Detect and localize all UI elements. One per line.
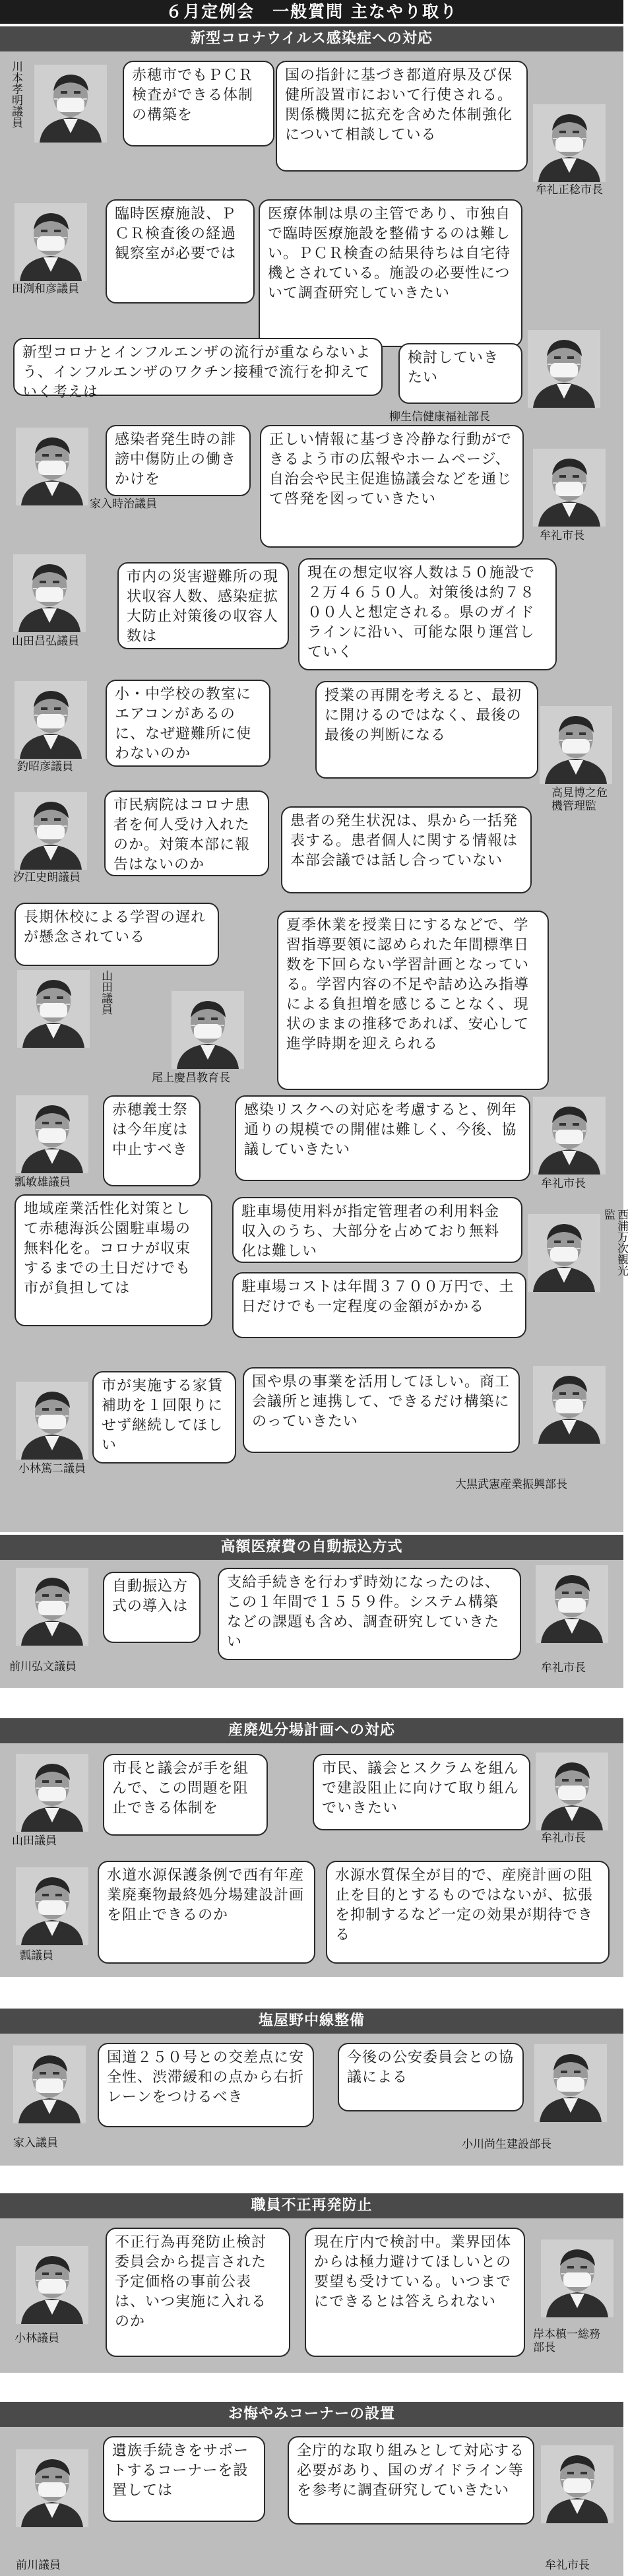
answerer-name: 大黒武憲産業振興部長 — [455, 1478, 567, 1491]
answer-bubble: 国や県の事業を活用してほしい。商工会議所と連携して、できるだけ構築にのっていきたい — [243, 1367, 520, 1453]
questioner-name: 家入議員 — [13, 2137, 58, 2150]
section-waste-disposal — [0, 1718, 623, 1977]
answer-bubble: 感染リスクへの対応を考慮すると、例年通りの規模での開催は難しく、今後、協議していきたい — [235, 1095, 530, 1181]
section-heading: 高額医療費の自動振込方式 — [0, 1535, 623, 1560]
page-title: ６月定例会 一般質問 主なやり取り — [0, 0, 623, 24]
questioner-photo-icon — [16, 2246, 88, 2324]
questioner-name: 山田議員 — [12, 1834, 57, 1848]
section-heading: 産廃処分場計画への対応 — [0, 1718, 623, 1743]
question-bubble: 国道２５０号との交差点に安全性、渋滞緩和の点から右折レーンをつけるべき — [98, 2043, 314, 2127]
answer-bubble: 夏季休業を授業日にするなどで、学習指導要領に認められた年間標準日数を下回らない学習計画となっている。学習内容の不足や詰め込み指導による負担増を感じることなく、現状のままの推移であれば、安心して進学時期を迎えられる — [277, 911, 549, 1090]
answerer-photo-icon — [536, 1753, 608, 1830]
answerer-name: 牟礼市長 — [541, 1661, 586, 1675]
answer-bubble: 正しい情報に基づき冷静な行動ができるよう市の広報やホームページ、自治会や民主促進協議会などを通じて啓発を図っていきたい — [260, 425, 524, 548]
question-bubble: 水道水源保護条例で西有年産業廃棄物最終処分場建設計画を阻止できるのか — [98, 1861, 315, 1964]
questioner-name: 汐江史朗議員 — [13, 871, 80, 884]
question-bubble: 地域産業活性化対策として赤穂海浜公園駐車場の無料化を。コロナが収束するまでの土日だけでも市が負担しては — [15, 1194, 212, 1326]
answerer-photo-icon — [540, 706, 612, 784]
answer-bubble: 検討していきたい — [398, 343, 522, 404]
questioner-name: 瓢議員 — [20, 1949, 53, 1962]
answerer-name: 牟礼市長 — [545, 2559, 590, 2572]
answer-bubble: 市民、議会とスクラムを組んで建設阻止に向けて取り組んでいきたい — [313, 1754, 530, 1830]
answerer-name: 牟礼正稔市長 — [536, 183, 603, 197]
question-bubble: 市民病院はコロナ患者を何人受け入れたのか。対策本部に報告はないのか — [104, 790, 269, 876]
answer-bubble: 患者の発生状況は、県から一括発表する。患者個人に関する情報は本部会議では話し合っていない — [281, 806, 532, 893]
questioner-name: 山田昌弘議員 — [12, 635, 79, 648]
questioner-photo-icon — [16, 1754, 88, 1832]
question-bubble: 感染者発生時の誹謗中傷防止の働きかけを — [106, 425, 251, 496]
answer-bubble: 水源水質保全が目的で、産廃計画の阻止を目的とするものではないが、拡張を抑制するなど一定の効果が期待できる — [326, 1861, 610, 1964]
questioner-name: 田渕和彦議員 — [12, 282, 79, 296]
section-medical-fees — [0, 1535, 623, 1688]
questioner-photo-icon — [34, 65, 107, 143]
questioner-name: 小林議員 — [15, 2332, 59, 2345]
question-bubble: 市内の災害避難所の現状収容人数、感染症拡大防止対策後の収容人数は — [117, 562, 289, 649]
questioner-photo-icon — [13, 554, 86, 632]
section-heading: 塩屋野中線整備 — [0, 2009, 623, 2034]
questioner-name: 山田議員 — [99, 970, 112, 1015]
answer-bubble: 駐車場コストは年間３７００万円で、土日だけでも一定程度の金額がかかる — [232, 1272, 526, 1338]
answerer-photo-icon — [533, 1366, 606, 1444]
question-bubble: 不正行為再発防止検討委員会から提言された予定価格の事前公表は、いつ実施に入れるのか — [106, 2228, 290, 2357]
answerer-photo-icon — [533, 449, 606, 527]
questioner-name: 前川議員 — [16, 2559, 61, 2572]
question-bubble: 小・中学校の教室にエアコンがあるのに、なぜ避難所に使わないのか — [106, 680, 270, 767]
answerer-photo-icon — [533, 1097, 606, 1175]
answer-bubble: 今後の公安委員会との協議による — [338, 2043, 524, 2111]
answerer-photo-icon — [528, 330, 600, 408]
questioner-photo-icon — [13, 2045, 86, 2123]
question-bubble: 赤穂市でもＰＣＲ検査ができる体制の構築を — [123, 61, 274, 146]
answerer-photo-icon — [541, 2239, 613, 2317]
answer-bubble: 支給手続きを行わず時効になったのは、この１年間で１５５９件。システム構築などの課題も含め、調査研究していきたい — [218, 1568, 521, 1660]
section-heading: 職員不正再発防止 — [0, 2193, 623, 2218]
questioner-photo-icon — [16, 1867, 88, 1945]
question-bubble: 市が実施する家賃補助を１回限りにせず継続してほしい — [92, 1371, 236, 1464]
questioner-photo-icon — [17, 970, 90, 1048]
answer-bubble: 国の指針に基づき都道府県及び保健所設置市において行使される。関係機関に拡充を含めた体制強化について相談している — [276, 61, 528, 172]
answerer-photo-icon — [536, 1565, 608, 1643]
answerer-photo-icon — [541, 2445, 613, 2523]
questioner-photo-icon — [16, 1095, 88, 1173]
questioner-photo-icon — [15, 681, 87, 759]
answer-bubble: 授業の再開を考えると、最初に開けるのではなく、最後の最後の判断になる — [315, 681, 538, 779]
answer-bubble: 現在庁内で検討中。業界団体からは極力避けてほしいとの要望も受けている。いつまでにできるとは答えられない — [305, 2228, 525, 2357]
answer-bubble: 現在の想定収容人数は５０施設で２万４６５０人。対策後は約７８００人と想定される。県のガイドラインに沿い、可能な限り運営していく — [298, 558, 557, 670]
questioner-photo-icon — [16, 2449, 88, 2527]
question-bubble: 市長と議会が手を組んで、この問題を阻止できる体制を — [103, 1754, 268, 1836]
questioner-name: 前川弘文議員 — [9, 1660, 77, 1673]
section-heading: お悔やみコーナーの設置 — [0, 2402, 623, 2427]
answerer-name: 柳生信健康福祉部長 — [389, 410, 490, 424]
questioner-name: 川本孝明議員 — [9, 61, 22, 128]
answer-bubble: 医療体制は県の主管であり、市独自で臨時医療施設を整備するのは難しい。ＰＣＲ検査の結果待ちは自宅待機とされている。施設の必要性について調査研究していきたい — [259, 199, 522, 347]
questioner-photo-icon — [15, 203, 87, 281]
section-corona — [0, 26, 628, 1532]
answerer-name: 西浦万次観光監 — [602, 1209, 628, 1276]
question-bubble: 臨時医療施設、ＰＣＲ検査後の経過観察室が必要では — [106, 199, 255, 304]
question-bubble: 遺族手続きをサポートするコーナーを設置しては — [103, 2436, 265, 2522]
question-bubble: 赤穂義士祭は今年度は中止すべき — [103, 1095, 201, 1186]
answerer-name: 牟礼市長 — [541, 1832, 586, 1845]
questioner-name: 小林篤二議員 — [18, 1462, 86, 1475]
answerer-name: 小川尚生建設部長 — [462, 2138, 551, 2151]
questioner-photo-icon — [15, 792, 87, 870]
answerer-photo-icon — [172, 991, 244, 1069]
answerer-photo-icon — [528, 1214, 600, 1292]
answerer-name: 牟礼市長 — [541, 1177, 586, 1190]
section-heading: 新型コロナウイルス感染症への対応 — [0, 26, 623, 51]
questioner-name: 家入時治議員 — [90, 498, 157, 511]
question-bubble: 新型コロナとインフルエンザの流行が重ならないよう、インフルエンザのワクチン接種で流行を抑えていく考えは — [13, 338, 383, 396]
answerer-name: 尾上慶昌教育長 — [152, 1072, 230, 1085]
answerer-photo-icon — [534, 2044, 607, 2122]
question-bubble: 長期休校による学習の遅れが懸念されている — [15, 903, 219, 966]
answer-bubble: 全庁的な取り組みとして対応する必要があり、国のガイドライン等を参考に調査研究していきたい — [288, 2436, 534, 2525]
section-condolence — [0, 2402, 623, 2576]
answerer-name: 牟礼市長 — [540, 529, 584, 542]
answerer-name: 岸本槙一総務部長 — [533, 2328, 600, 2354]
questioner-photo-icon — [16, 428, 88, 505]
section-misconduct — [0, 2193, 623, 2373]
answerer-name: 高見博之危機管理監 — [551, 787, 608, 813]
questioner-photo-icon — [16, 1382, 88, 1460]
section-road — [0, 2009, 623, 2166]
questioner-photo-icon — [16, 1568, 88, 1646]
questioner-name: 釣昭彦議員 — [17, 760, 73, 773]
question-bubble: 自動振込方式の導入は — [103, 1572, 201, 1643]
answerer-photo-icon — [533, 104, 606, 182]
answer-bubble: 駐車場使用料が指定管理者の利用料金収入のうち、大部分を占めており無料化は難しい — [232, 1197, 522, 1263]
questioner-name: 瓢敏雄議員 — [15, 1176, 71, 1189]
